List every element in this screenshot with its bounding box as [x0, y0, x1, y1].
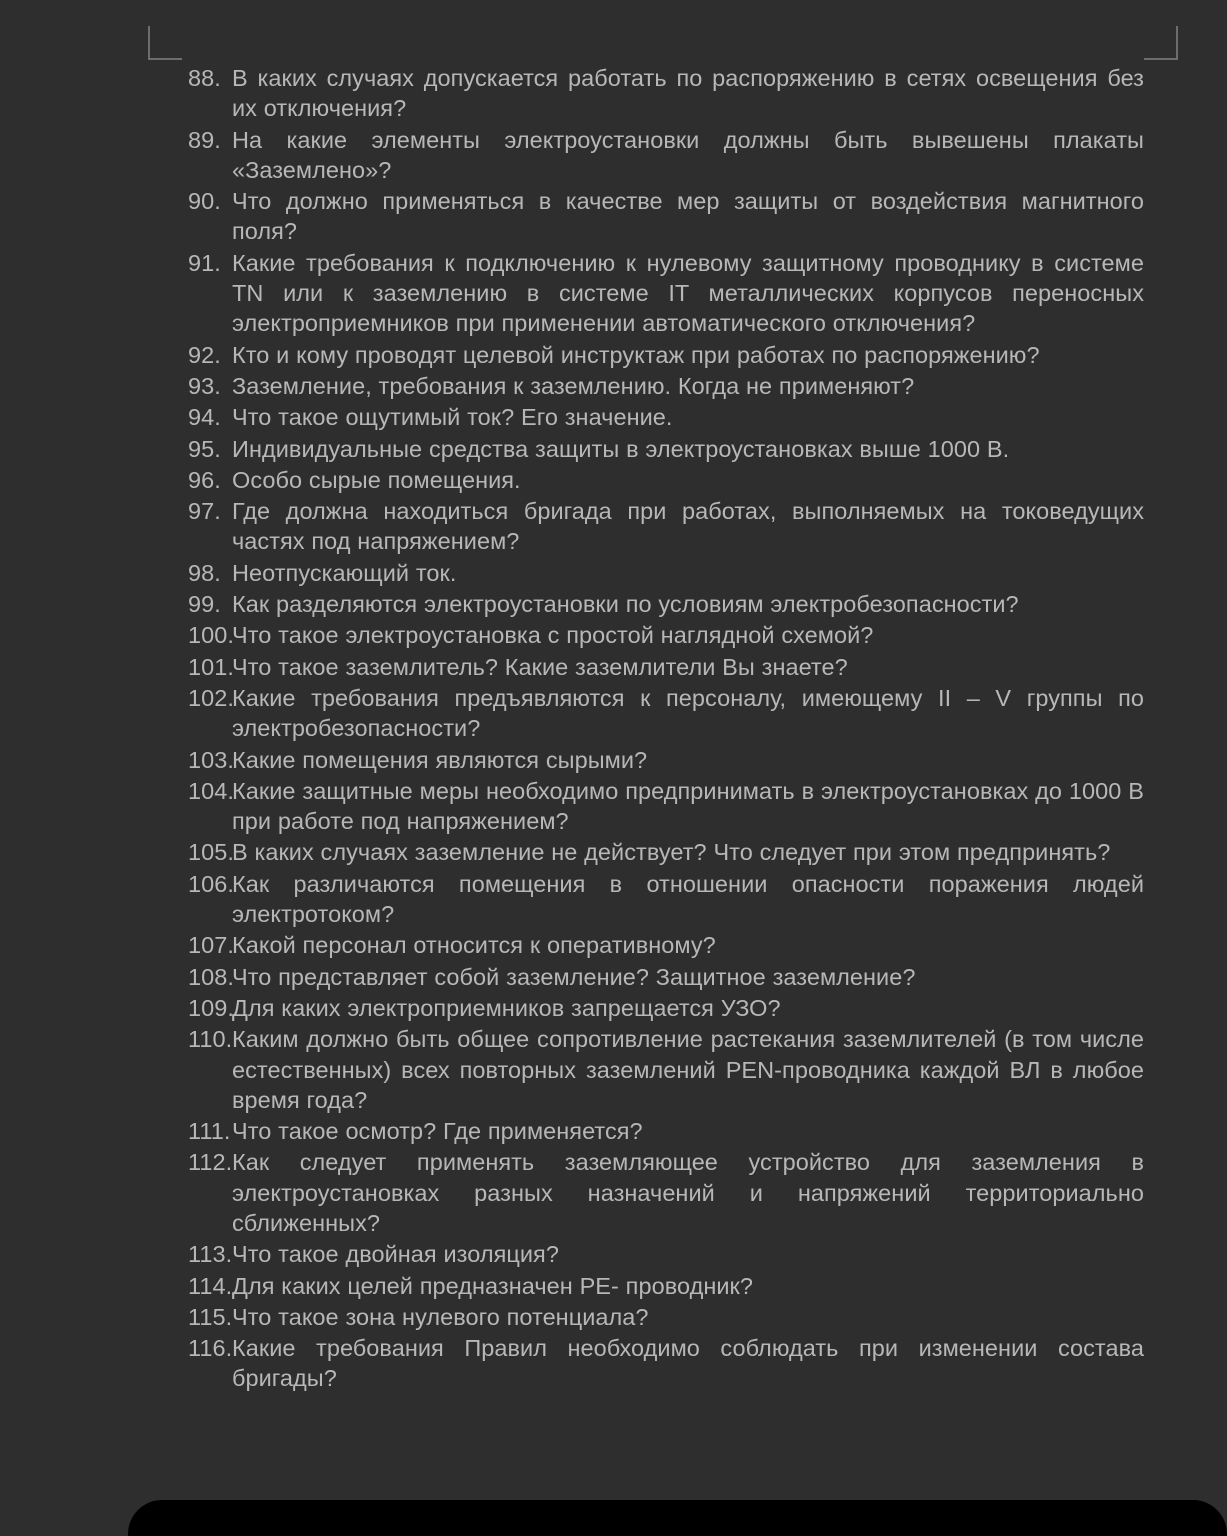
question-text: Что такое двойная изоляция? — [232, 1241, 559, 1268]
question-text: Заземление, требования к заземлению. Когда не применяют? — [232, 372, 915, 399]
question-number: 113. — [188, 1241, 233, 1268]
question-text: Что такое зона нулевого потенциала? — [232, 1303, 649, 1330]
question-number: 103. — [188, 746, 234, 773]
question-text: Какие требования к подключению к нулевому защитному проводнику в системе TN или к заземлению в системе IT металлических корпусов переносных электроприемников при применении автоматического отключения? — [232, 249, 1144, 337]
question-number: 102. — [188, 684, 234, 711]
question-item — [188, 1116, 1144, 1146]
question-item — [188, 558, 1144, 588]
question-item — [188, 1302, 1144, 1332]
question-number: 94. — [188, 404, 221, 431]
question-text: Для каких электроприемников запрещается УЗО? — [232, 994, 781, 1021]
question-text: Какие требования Правил необходимо соблюдать при изменении состава бригады? — [232, 1335, 1144, 1392]
question-number: 108. — [188, 963, 234, 990]
question-item — [188, 63, 1144, 124]
question-text: Как следует применять заземляющее устройство для заземления в электроустановках разных назначений и напряжений территориально сближенных? — [232, 1149, 1144, 1236]
question-item — [188, 962, 1144, 992]
question-text: Где должна находиться бригада при работах, выполняемых на токоведущих частях под напряжением? — [232, 498, 1144, 555]
question-item — [188, 434, 1144, 464]
question-text: Что такое электроустановка с простой наглядной схемой? — [232, 622, 874, 649]
question-item — [188, 371, 1144, 401]
question-number: 95. — [188, 435, 221, 462]
question-number: 91. — [188, 249, 221, 276]
crop-mark-top-right-icon — [1144, 26, 1178, 60]
question-item — [188, 1239, 1144, 1269]
question-item — [188, 1147, 1144, 1238]
question-text: На какие элементы электроустановки должны быть вывешены плакаты «Заземлено»? — [232, 126, 1144, 183]
question-number: 88. — [188, 65, 221, 91]
question-text: В каких случаях допускается работать по распоряжению в сетях освещения без их отключения? — [232, 65, 1144, 122]
question-item — [188, 837, 1144, 867]
question-list — [188, 63, 1144, 1395]
question-item — [188, 589, 1144, 619]
question-number: 101. — [188, 653, 234, 680]
question-number: 112. — [188, 1149, 233, 1176]
question-item — [188, 652, 1144, 682]
question-number: 114. — [188, 1272, 233, 1299]
question-text: В каких случаях заземление не действует? Что следует при этом предпринять? — [232, 839, 1111, 866]
question-number: 96. — [188, 466, 221, 493]
question-item — [188, 248, 1144, 339]
question-item — [188, 340, 1144, 370]
question-number: 106. — [188, 870, 234, 897]
question-item — [188, 776, 1144, 837]
question-number: 111. — [188, 1118, 231, 1145]
question-item — [188, 930, 1144, 960]
question-text: Что представляет собой заземление? Защитное заземление? — [232, 963, 916, 990]
question-text: Что такое осмотр? Где применяется? — [232, 1118, 643, 1145]
question-number: 98. — [188, 559, 221, 586]
question-text: Особо сырые помещения. — [232, 466, 521, 493]
question-item — [188, 496, 1144, 557]
question-item — [188, 125, 1144, 186]
question-text: Индивидуальные средства защиты в электроустановках выше 1000 В. — [232, 435, 1010, 462]
question-text: Что такое ощутимый ток? Его значение. — [232, 404, 673, 431]
question-item — [188, 745, 1144, 775]
bottom-sheet-overlay[interactable] — [128, 1500, 1227, 1536]
question-number: 109. — [188, 994, 234, 1021]
question-number: 92. — [188, 341, 221, 368]
question-text: Какие защитные меры необходимо предпринимать в электроустановках до 1000 В при работе под напряжением? — [232, 777, 1144, 835]
question-number: 97. — [188, 498, 221, 525]
question-item — [188, 465, 1144, 495]
question-text: Что должно применяться в качестве мер защиты от воздействия магнитного поля? — [232, 188, 1144, 245]
question-item — [188, 1333, 1144, 1394]
question-number: 105. — [188, 839, 234, 866]
question-number: 99. — [188, 591, 221, 618]
question-text: Для каких целей предназначен PE- проводник? — [232, 1272, 753, 1299]
question-text: Кто и кому проводят целевой инструктаж при работах по распоряжению? — [232, 341, 1040, 368]
question-text: Как различаются помещения в отношении опасности поражения людей электротоком? — [232, 870, 1144, 928]
question-item — [188, 993, 1144, 1023]
question-item — [188, 620, 1144, 650]
question-text: Как разделяются электроустановки по условиям электробезопасности? — [232, 591, 1019, 618]
question-text: Что такое заземлитель? Какие заземлители Вы знаете? — [232, 653, 848, 680]
question-number: 89. — [188, 126, 221, 153]
question-number: 100. — [188, 622, 234, 649]
question-number: 107. — [188, 932, 234, 959]
question-item — [188, 186, 1144, 247]
question-item — [188, 683, 1144, 744]
question-item — [188, 402, 1144, 432]
question-text: Каким должно быть общее сопротивление растекания заземлителей (в том числе естественных) всех повторных заземлений PEN-проводника каждой ВЛ в любое время года? — [232, 1026, 1144, 1113]
question-number: 115. — [188, 1303, 233, 1330]
question-text: Какие помещения являются сырыми? — [232, 746, 648, 773]
question-text: Неотпускающий ток. — [232, 559, 457, 586]
question-number: 104. — [188, 777, 234, 804]
question-text: Какие требования предъявляются к персоналу, имеющему II – V группы по электробезопасности? — [232, 684, 1144, 742]
question-item — [188, 1271, 1144, 1301]
question-number: 110. — [188, 1026, 233, 1053]
question-text: Какой персонал относится к оперативному? — [232, 932, 716, 959]
question-item — [188, 1024, 1144, 1115]
question-number: 116. — [188, 1335, 233, 1362]
crop-mark-top-left-icon — [148, 26, 182, 60]
question-number: 93. — [188, 372, 221, 399]
question-item — [188, 869, 1144, 930]
question-number: 90. — [188, 188, 221, 215]
